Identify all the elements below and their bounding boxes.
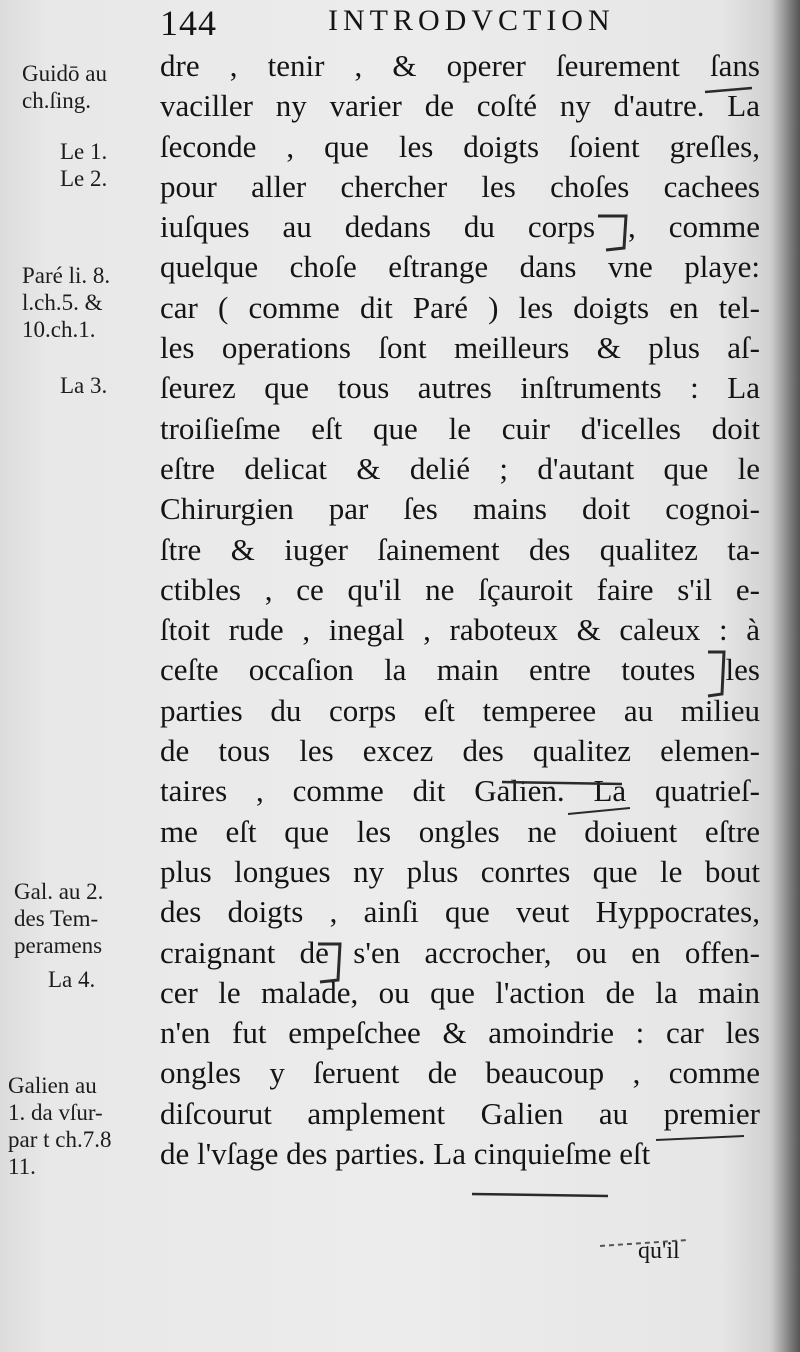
text-line: Chirurgien par ſes mains doit cognoi- — [160, 491, 760, 527]
underline-mark — [472, 1194, 608, 1196]
text-line: troiſieſme eſt que le cuir d'icelles doit — [160, 410, 760, 446]
binding-shadow — [772, 0, 800, 1352]
text-line: de l'vſage des parties. La cinquieſme eſt — [160, 1136, 651, 1172]
text-line: ceſte occaſion la main entre toutes les — [160, 652, 760, 688]
margin-note-galien-usage: Galien au 1. da vſur- par t ch.7.8 11. — [8, 1073, 112, 1179]
text-line: cer le malade, ou que l'action de la main — [160, 974, 760, 1010]
main-text-block — [160, 46, 760, 1174]
text-line: ſeconde , que les doigts ſoient greſles, — [160, 128, 760, 164]
running-head: INTRODVCTION — [328, 4, 615, 37]
text-line: parties du corps eſt temperee au milieu — [160, 692, 760, 728]
margin-note-guido: Guidō au ch.ſing. — [22, 61, 107, 113]
text-line: ctibles , ce qu'il ne ſçauroit faire s'il e- — [160, 571, 760, 607]
catchword: qu'il — [638, 1238, 680, 1264]
page-number: 144 — [160, 3, 217, 43]
margin-note-le-2: Le 2. — [60, 166, 108, 191]
text-line: ſtre & iuger ſainement des qualitez ta- — [160, 531, 760, 567]
text-line: vaciller ny varier de coſté ny d'autre. La — [160, 88, 760, 124]
text-line: taires , comme dit Galien. La quatrieſ- — [160, 773, 760, 809]
text-line: eſtre delicat & delié ; d'autant que le — [160, 450, 760, 486]
text-line: craignant de s'en accrocher, ou en offen- — [160, 934, 760, 970]
text-line: n'en fut empeſchee & amoindrie : car les — [160, 1015, 760, 1051]
margin-note-la-4: La 4. — [48, 967, 96, 992]
text-line: me eſt que les ongles ne doiuent eſtre — [160, 813, 760, 849]
text-line: dre , tenir , & operer ſeurement ſans — [160, 48, 760, 83]
margin-note-galien-temperamens: Gal. au 2. des Tem- peramens — [14, 879, 104, 958]
margin-note-la-3: La 3. — [60, 373, 108, 398]
text-line: plus longues ny plus conrtes que le bout — [160, 853, 760, 889]
margin-note-le-1: Le 1. — [60, 139, 108, 164]
text-line: ſeurez que tous autres inſtruments : La — [160, 370, 760, 406]
text-line: car ( comme dit Paré ) les doigts en tel- — [160, 289, 760, 325]
text-line: diſcourut amplement Galien au premier — [160, 1095, 760, 1131]
text-line: ongles y ſeruent de beaucoup , comme — [160, 1055, 760, 1091]
margin-note-pare: Paré li. 8. l.ch.5. & 10.ch.1. — [22, 263, 111, 342]
text-line: des doigts , ainſi que veut Hyppocrates, — [160, 894, 760, 930]
text-line: iuſques au dedans du corps , comme — [160, 209, 760, 245]
text-line: de tous les excez des qualitez elemen- — [160, 733, 760, 769]
text-line: quelque choſe eſtrange dans vne playe: — [160, 249, 760, 285]
text-line: pour aller chercher les choſes cachees — [160, 168, 760, 204]
text-line: les operations ſont meilleurs & plus aſ- — [160, 330, 760, 366]
text-line: ſtoit rude , inegal , raboteux & caleux : à — [160, 612, 760, 648]
